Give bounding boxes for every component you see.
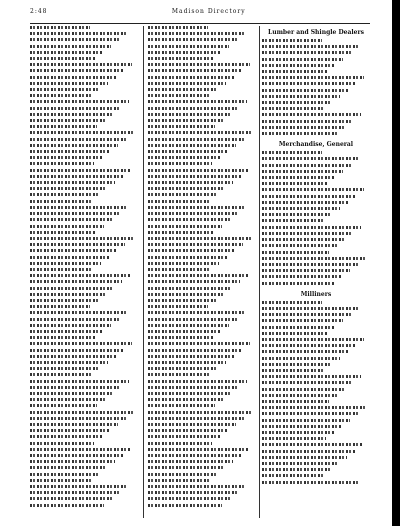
page-header [30,8,370,22]
illegible-entry-line [262,282,370,288]
illegible-entry-line [262,132,370,138]
column-divider [143,26,144,518]
scan-edge [392,0,400,526]
header-rule [30,23,370,24]
illegible-entry-line [262,481,370,487]
page-number: 2:48 [30,8,48,15]
column-divider [259,26,260,518]
directory-column-right [262,26,370,516]
section-heading: Milliners [300,290,332,298]
directory-column-left [30,26,138,516]
directory-page [30,8,398,520]
section-heading: Merchandise, General [278,141,354,149]
running-title: Madison Directory [171,8,246,15]
directory-column-middle [148,26,256,516]
illegible-entry-line [148,504,256,510]
section-heading: Lumber and Shingle Dealers [268,29,364,36]
illegible-entry-line [30,504,138,510]
